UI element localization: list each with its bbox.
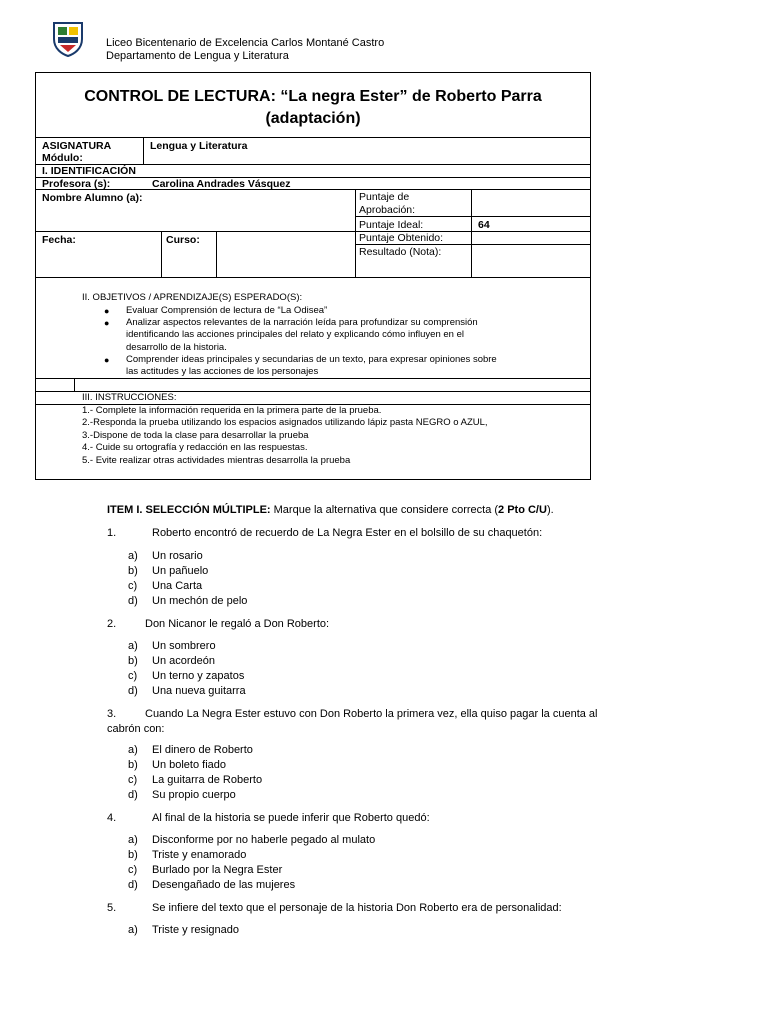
option-letter: a) bbox=[128, 834, 138, 846]
item1-heading-instruction: Marque la alternativa que considere correcta ( bbox=[270, 504, 499, 516]
profesora-value: Carolina Andrades Vásquez bbox=[152, 178, 291, 190]
option-text: Un acordeón bbox=[152, 655, 215, 667]
option-text: Su propio cuerpo bbox=[152, 789, 236, 801]
puntaje-aprobacion-label-2: Aprobación: bbox=[359, 204, 416, 216]
option-text: Un pañuelo bbox=[152, 565, 209, 577]
option-text: Un terno y zapatos bbox=[152, 670, 245, 682]
option-letter: c) bbox=[128, 670, 138, 682]
question-text: Se infiere del texto que el personaje de la historia Don Roberto era de personalidad: bbox=[152, 902, 562, 914]
puntaje-obtenido-label: Puntaje Obtenido: bbox=[359, 232, 444, 244]
exam-title-subtitle: (adaptación) bbox=[265, 110, 361, 127]
question-number: 5. bbox=[107, 902, 117, 914]
option-text: Burlado por la Negra Ester bbox=[152, 864, 283, 876]
option-text: Triste y enamorado bbox=[152, 849, 247, 861]
asignatura-value: Lengua y Literatura bbox=[150, 140, 248, 152]
option-text: El dinero de Roberto bbox=[152, 744, 253, 756]
option-letter: d) bbox=[128, 879, 138, 891]
nombre-alumno-label: Nombre Alumno (a): bbox=[42, 192, 143, 204]
option-letter: a) bbox=[128, 744, 138, 756]
resultado-label: Resultado (Nota): bbox=[359, 246, 442, 258]
option-letter: a) bbox=[128, 640, 138, 652]
option-text: Una Carta bbox=[152, 580, 203, 592]
question-number: 1. bbox=[107, 527, 117, 539]
bullet-icon: ● bbox=[104, 355, 110, 365]
curso-label: Curso: bbox=[166, 234, 200, 246]
fecha-label: Fecha: bbox=[42, 234, 76, 246]
school-logo bbox=[52, 21, 84, 57]
option-letter: d) bbox=[128, 789, 138, 801]
identificacion-heading: I. IDENTIFICACIÓN bbox=[42, 165, 136, 177]
option-text: Un sombrero bbox=[152, 640, 216, 652]
question-text-continued: cabrón con: bbox=[107, 723, 165, 735]
item1-heading-label: ITEM I. SELECCIÓN MÚLTIPLE: bbox=[107, 504, 271, 516]
question-text: Cuando La Negra Ester estuvo con Don Roberto la primera vez, ella quiso pagar la cuenta al bbox=[145, 708, 598, 720]
option-text: Un boleto fiado bbox=[152, 759, 226, 771]
option-letter: b) bbox=[128, 759, 138, 771]
question-text: Al final de la historia se puede inferir que Roberto quedó: bbox=[152, 812, 430, 824]
instruccion-item: 5.- Evite realizar otras actividades mientras desarrolla la prueba bbox=[82, 455, 351, 466]
question-text: Don Nicanor le regaló a Don Roberto: bbox=[145, 618, 330, 630]
puntaje-ideal-value: 64 bbox=[478, 219, 490, 231]
objetivo-item: Comprender ideas principales y secundarias de un texto, para expresar opiniones sobre bbox=[126, 354, 497, 365]
option-letter: c) bbox=[128, 864, 138, 876]
option-text: Triste y resignado bbox=[152, 924, 240, 936]
puntaje-aprobacion-label: Puntaje de bbox=[359, 191, 410, 203]
objetivo-item: Analizar aspectos relevantes de la narración leída para profundizar su comprensión bbox=[126, 317, 478, 328]
asignatura-label: ASIGNATURA bbox=[42, 140, 112, 152]
option-text: La guitarra de Roberto bbox=[152, 774, 263, 786]
option-letter: b) bbox=[128, 655, 138, 667]
option-letter: c) bbox=[128, 580, 138, 592]
option-text: Disconforme por no haberle pegado al mulato bbox=[152, 834, 376, 846]
option-letter: b) bbox=[128, 849, 138, 861]
puntaje-ideal-label: Puntaje Ideal: bbox=[359, 219, 424, 231]
item1-heading bbox=[107, 503, 554, 518]
department-name: Departamento de Lengua y Literatura bbox=[106, 50, 289, 62]
bullet-icon: ● bbox=[104, 306, 110, 316]
option-text: Una nueva guitarra bbox=[152, 685, 246, 697]
profesora-label: Profesora (s): bbox=[42, 178, 111, 190]
option-letter: a) bbox=[128, 550, 138, 562]
question-number: 2. bbox=[107, 618, 117, 630]
objetivos-heading: II. OBJETIVOS / APRENDIZAJE(S) ESPERADO(S): bbox=[82, 292, 303, 303]
option-letter: b) bbox=[128, 565, 138, 577]
option-letter: c) bbox=[128, 774, 138, 786]
instrucciones-heading: III. INSTRUCCIONES: bbox=[82, 392, 177, 403]
option-letter: d) bbox=[128, 595, 138, 607]
question-number: 4. bbox=[107, 812, 117, 824]
objetivo-item: Evaluar Comprensión de lectura de “La Odisea” bbox=[126, 305, 328, 316]
item1-heading-points: 2 Pto C/U bbox=[498, 504, 547, 516]
bullet-icon: ● bbox=[104, 318, 110, 328]
item1-heading-end: ). bbox=[546, 504, 554, 516]
instruccion-item: 1.- Complete la información requerida en la primera parte de la prueba. bbox=[82, 405, 382, 416]
school-name: Liceo Bicentenario de Excelencia Carlos Montané Castro bbox=[106, 37, 385, 49]
modulo-label: Módulo: bbox=[42, 152, 83, 164]
instruccion-item: 3.-Dispone de toda la clase para desarrollar la prueba bbox=[82, 430, 309, 441]
option-letter: d) bbox=[128, 685, 138, 697]
option-text: Un rosario bbox=[152, 550, 203, 562]
objetivo-item: las actitudes y las acciones de los personajes bbox=[126, 366, 319, 377]
instruccion-item: 2.-Responda la prueba utilizando los espacios asignados utilizando lápiz pasta NEGRO o AZUL, bbox=[82, 417, 488, 428]
instruccion-item: 4.- Cuide su ortografía y redacción en las respuestas. bbox=[82, 442, 308, 453]
objetivo-item: identificando las acciones principales del relato y explicando cómo influyen en el bbox=[126, 329, 464, 340]
question-text: Roberto encontró de recuerdo de La Negra Ester en el bolsillo de su chaquetón: bbox=[152, 527, 543, 539]
question-number: 3. bbox=[107, 708, 117, 720]
option-letter: a) bbox=[128, 924, 138, 936]
objetivo-item: desarrollo de la historia. bbox=[126, 342, 227, 353]
exam-title: CONTROL DE LECTURA: “La negra Ester” de Roberto Parra bbox=[84, 88, 542, 105]
option-text: Un mechón de pelo bbox=[152, 595, 248, 607]
option-text: Desengañado de las mujeres bbox=[152, 879, 296, 891]
